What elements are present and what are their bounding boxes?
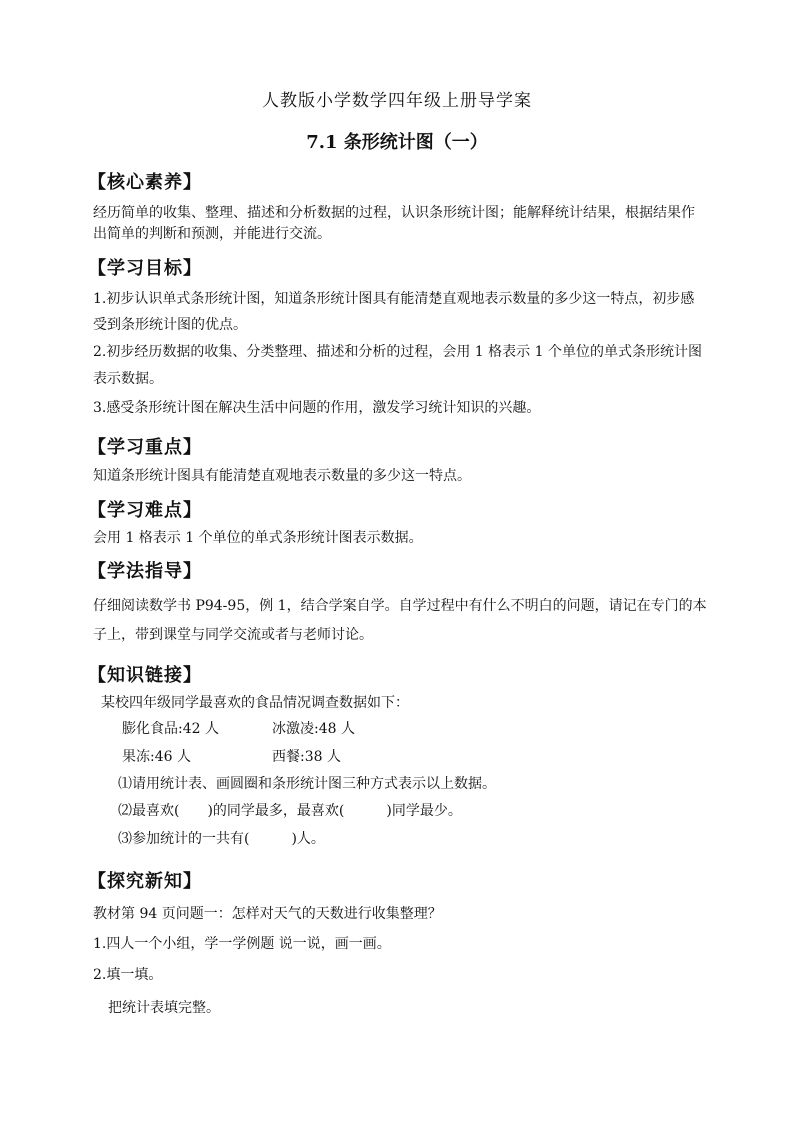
food-item-icecream: 冰激凌:48 人 — [272, 721, 355, 737]
explore-line-1: 教材第 94 页问题一：怎样对天气的天数进行收集整理？ — [93, 906, 442, 922]
heading-core-literacy: 【核心素养】 — [88, 172, 202, 193]
heading-learning-goals: 【学习目标】 — [88, 258, 202, 279]
heading-explore-new: 【探究新知】 — [88, 871, 202, 892]
heading-knowledge-link: 【知识链接】 — [88, 665, 202, 686]
difficulty-line-1: 会用 1 格表示 1 个单位的单式条形统计图表示数据。 — [93, 530, 423, 546]
food-item-jelly: 果冻:46 人 — [122, 749, 191, 765]
core-line-1: 经历简单的收集、整理、描述和分析数据的过程，认识条形统计图；能解释统计结果，根据结果作 — [93, 205, 695, 221]
explore-line-4: 把统计表填完整。 — [108, 1000, 220, 1016]
question-3: ⑶参加统计的一共有( )人。 — [118, 831, 325, 847]
goal-line-5: 3.感受条形统计图在解决生活中问题的作用，激发学习统计知识的兴趣。 — [93, 400, 541, 416]
goal-line-3: 2.初步经历数据的收集、分类整理、描述和分析的过程，会用 1 格表示 1 个单位的单式条形统计图 — [93, 344, 702, 360]
food-item-puffed: 膨化食品:42 人 — [122, 721, 219, 737]
question-2: ⑵最喜欢( )的同学最多，最喜欢( )同学最少。 — [118, 803, 462, 819]
explore-line-2: 1.四人一个小组，学一学例题 说一说，画一画。 — [93, 936, 391, 952]
heading-key-points: 【学习重点】 — [88, 437, 202, 458]
key-line-1: 知道条形统计图具有能清楚直观地表示数量的多少这一特点。 — [93, 468, 471, 484]
question-1: ⑴请用统计表、画圆圈和条形统计图三种方式表示以上数据。 — [118, 776, 496, 792]
method-line-2: 子上，带到课堂与同学交流或者与老师讨论。 — [93, 627, 373, 643]
survey-intro: 某校四年级同学最喜欢的食品情况调查数据如下： — [101, 695, 409, 711]
goal-line-1: 1.初步认识单式条形统计图，知道条形统计图具有能清楚直观地表示数量的多少这一特点，初步感 — [93, 291, 695, 307]
food-item-western: 西餐:38 人 — [272, 749, 341, 765]
heading-study-method: 【学法指导】 — [88, 561, 202, 582]
goal-line-4: 表示数据。 — [93, 371, 163, 387]
explore-line-3: 2.填一填。 — [93, 967, 163, 983]
heading-difficulties: 【学习难点】 — [88, 500, 202, 521]
goal-line-2: 受到条形统计图的优点。 — [93, 317, 247, 333]
document-title: 人教版小学数学四年级上册导学案 — [262, 91, 532, 111]
core-line-2: 出简单的判断和预测，并能进行交流。 — [93, 226, 331, 242]
method-line-1: 仔细阅读数学书 P94-95，例 1，结合学案自学。自学过程中有什么不明白的问题，请记在专门的本 — [93, 598, 707, 614]
lesson-title: 7.1 条形统计图（一） — [306, 132, 488, 153]
